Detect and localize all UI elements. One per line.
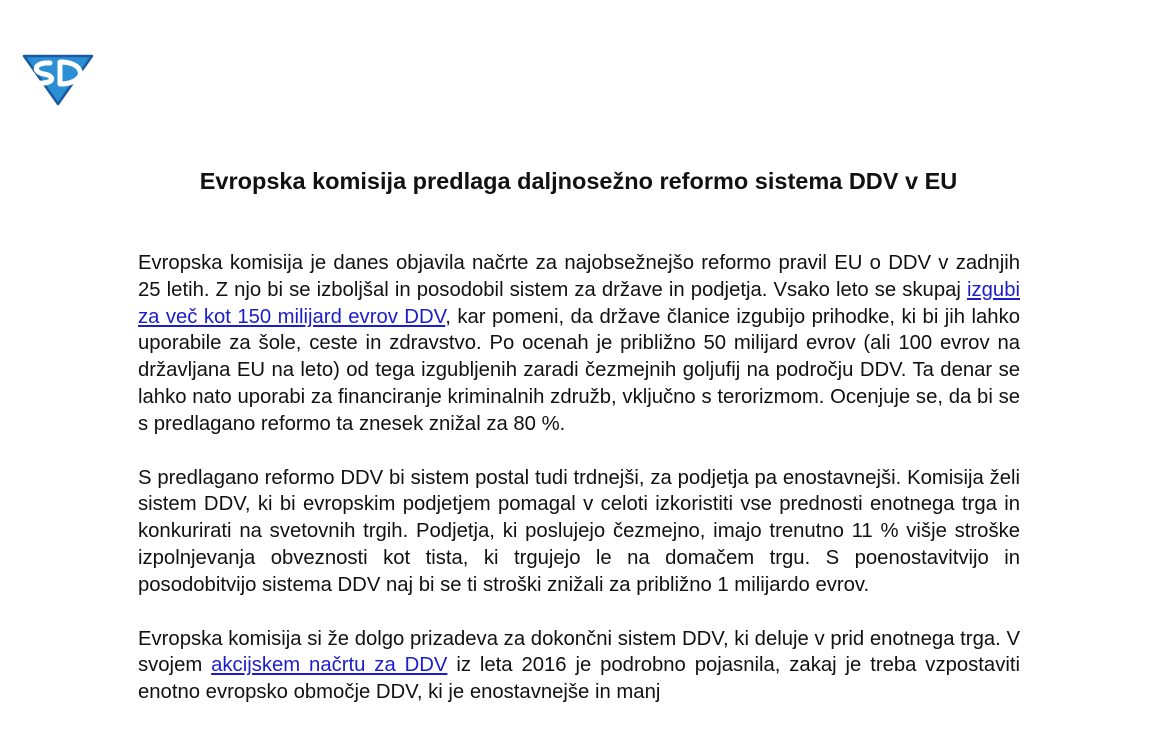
document-body [138,250,1020,733]
vat-loss-link[interactable]: izgubi za več kot 150 milijard evrov DDV [138,278,1020,328]
vat-action-plan-link[interactable]: akcijskem načrtu za DDV [211,654,448,677]
document-title: Evropska komisija predlaga daljnosežno reformo sistema DDV v EU [199,168,958,194]
paragraph-3 [138,626,1020,706]
paragraph-3-text-end: iz leta 2016 je podrobno pojasnila, zakaj je treba vzpostaviti enotno evropsko območje DDV, ki je enostavnejše in manj [138,654,1020,704]
paragraph-1-text-end: , kar pomeni, da države članice izgubijo prihodke, ki bi jih lahko uporabile za šole, ceste in zdravstvo. Po ocenah je približno 50 milijard evrov (ali 100 evrov na državljana EU na leto) od tega izgubljenih zaradi čezmejnih goljufij na področju DDV. Ta denar se lahko nato uporabi za financiranje kriminalnih združb, vključno s terorizmom. Ocenjuje se, da bi se s predlagano reformo ta znesek znižal za 80 %. [138,305,1020,435]
paragraph-2: S predlagano reformo DDV bi sistem postal tudi trdnejši, za podjetja pa enostavnejši. Komisija želi sistem DDV, ki bi evropskim podjetjem pomagal v celoti izkoristiti vse prednosti enotnega trga in konkurirati na svetovnih trgih. Podjetja, ki poslujejo čezmejno, imajo trenutno 11 % višje stroške izpolnjevanja obveznosti kot tista, ki trgujejo le na domačem trgu. S poenostavitvijo in posodobitvijo sistema DDV naj bi se ti stroški znižali za približno 1 milijardo evrov. [138,466,1020,596]
paragraph-1-text-start: Evropska komisija je danes objavila načrte za najobsežnejšo reformo pravil EU o DDV v zadnjih 25 letih. Z njo bi se izboljšal in posodobil sistem za države in podjetja. Vsako leto se skupaj [138,252,1020,301]
party-logo-icon [20,50,96,106]
paragraph-3-text-start: Evropska komisija si že dolgo prizadeva za dokončni sistem DDV, ki deluje v prid enotnega trga. V svojem [138,627,1020,677]
paragraph-1 [138,250,1020,438]
